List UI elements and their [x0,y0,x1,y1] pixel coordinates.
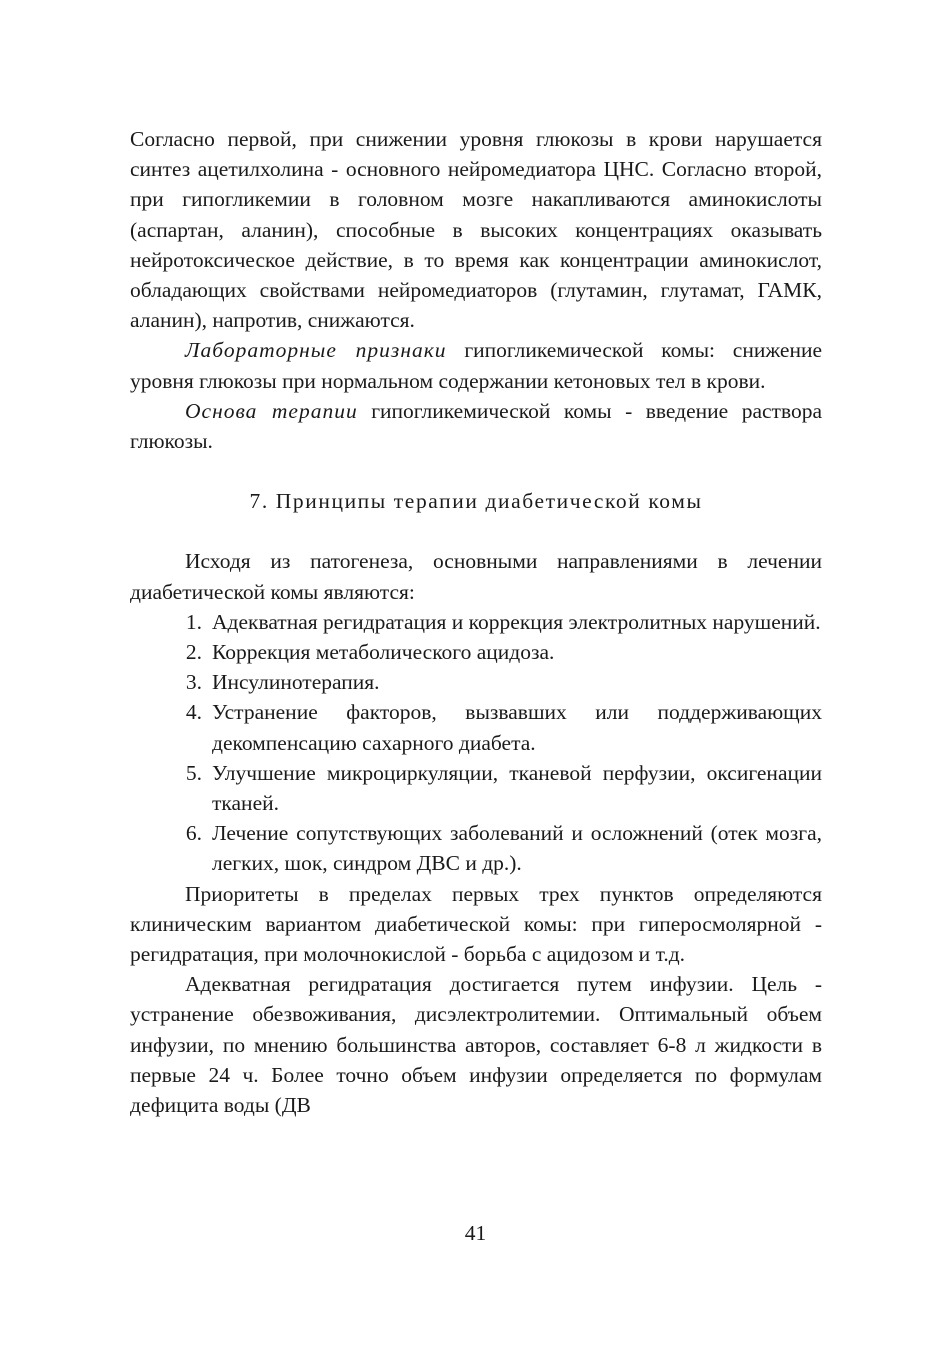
principle-text: Коррекция метаболического ацидоза. [212,640,555,665]
lab-signs-text: гипогликемической комы: снижение уровня глюкозы при нормальном содержании кетоновых тел в крови. [130,338,823,393]
page-body [130,124,822,1120]
principle-item [130,667,822,697]
paragraph-mechanisms: Согласно первой, при снижении уровня глюкозы в крови нарушается синтез ацетилхолина - основного нейромедиатора ЦНС. Согласно второй, при гипогликемии в головном мозге накапливаются аминокислоты (аспартан, аланин), способные в высоких концентрациях оказывать нейротоксическое действие, в то время как концентрации аминокислот, обладающих свойствами нейромедиаторов (глутамин, глутамат, ГАМК, аланин), напротив, снижаются. [130,127,822,333]
therapy-basis-text: гипогликемической комы - введение раствора глюкозы. [130,398,822,454]
paragraph-priorities: Приоритеты в пределах первых трех пунктов определяются клиническим вариантом диабетической комы: при гиперосмолярной - регидратация, при молочнокислой - борьба с ацидозом и т.д. [130,881,822,967]
paragraph-intro: Исходя из патогенеза, основными направлениями в лечении диабетической комы являются: [130,549,822,604]
paragraph-lab-signs [130,335,822,395]
principle-item [130,697,822,757]
principle-number: 4. [185,700,202,725]
principle-item [130,758,822,818]
principle-number: 1. [185,609,202,634]
principle-item [130,818,822,878]
page-number: 41 [464,1221,487,1245]
therapy-basis-term: Основа терапии [185,398,358,423]
principle-item [130,607,822,637]
principle-text: Адекватная регидратация и коррекция электролитных нарушений. [212,609,821,634]
paragraph-rehydration: Адекватная регидратация достигается путем инфузии. Цель - устранение обезвоживания, дисэлектролитемии. Оптимальный объем инфузии, по мнению большинства авторов, составляет 6-8 л жидкости в первые 24 ч. Более точно объем инфузии определяется по формулам дефицита воды (ДВ [130,972,822,1118]
principle-text: Инсулинотерапия. [212,670,380,695]
principle-text: Улучшение микроциркуляции, тканевой перфузии, оксигенации тканей. [212,760,822,816]
principle-text: Лечение сопутствующих заболеваний и осложнений (отек мозга, легких, шок, синдром ДВС и др.). [212,821,822,876]
principle-number: 5. [185,760,202,785]
lab-signs-term: Лабораторные признаки [185,338,447,363]
principle-number: 6. [185,821,202,846]
principle-number: 3. [185,670,202,695]
paragraph-therapy-basis [130,396,822,456]
principle-item [130,637,822,667]
principle-number: 2. [185,640,202,665]
section-title: 7. Принципы терапии диабетической комы [249,489,703,514]
principles-list [130,607,822,879]
principle-text: Устранение факторов, вызвавших или поддерживающих декомпенсацию сахарного диабета. [212,700,822,755]
